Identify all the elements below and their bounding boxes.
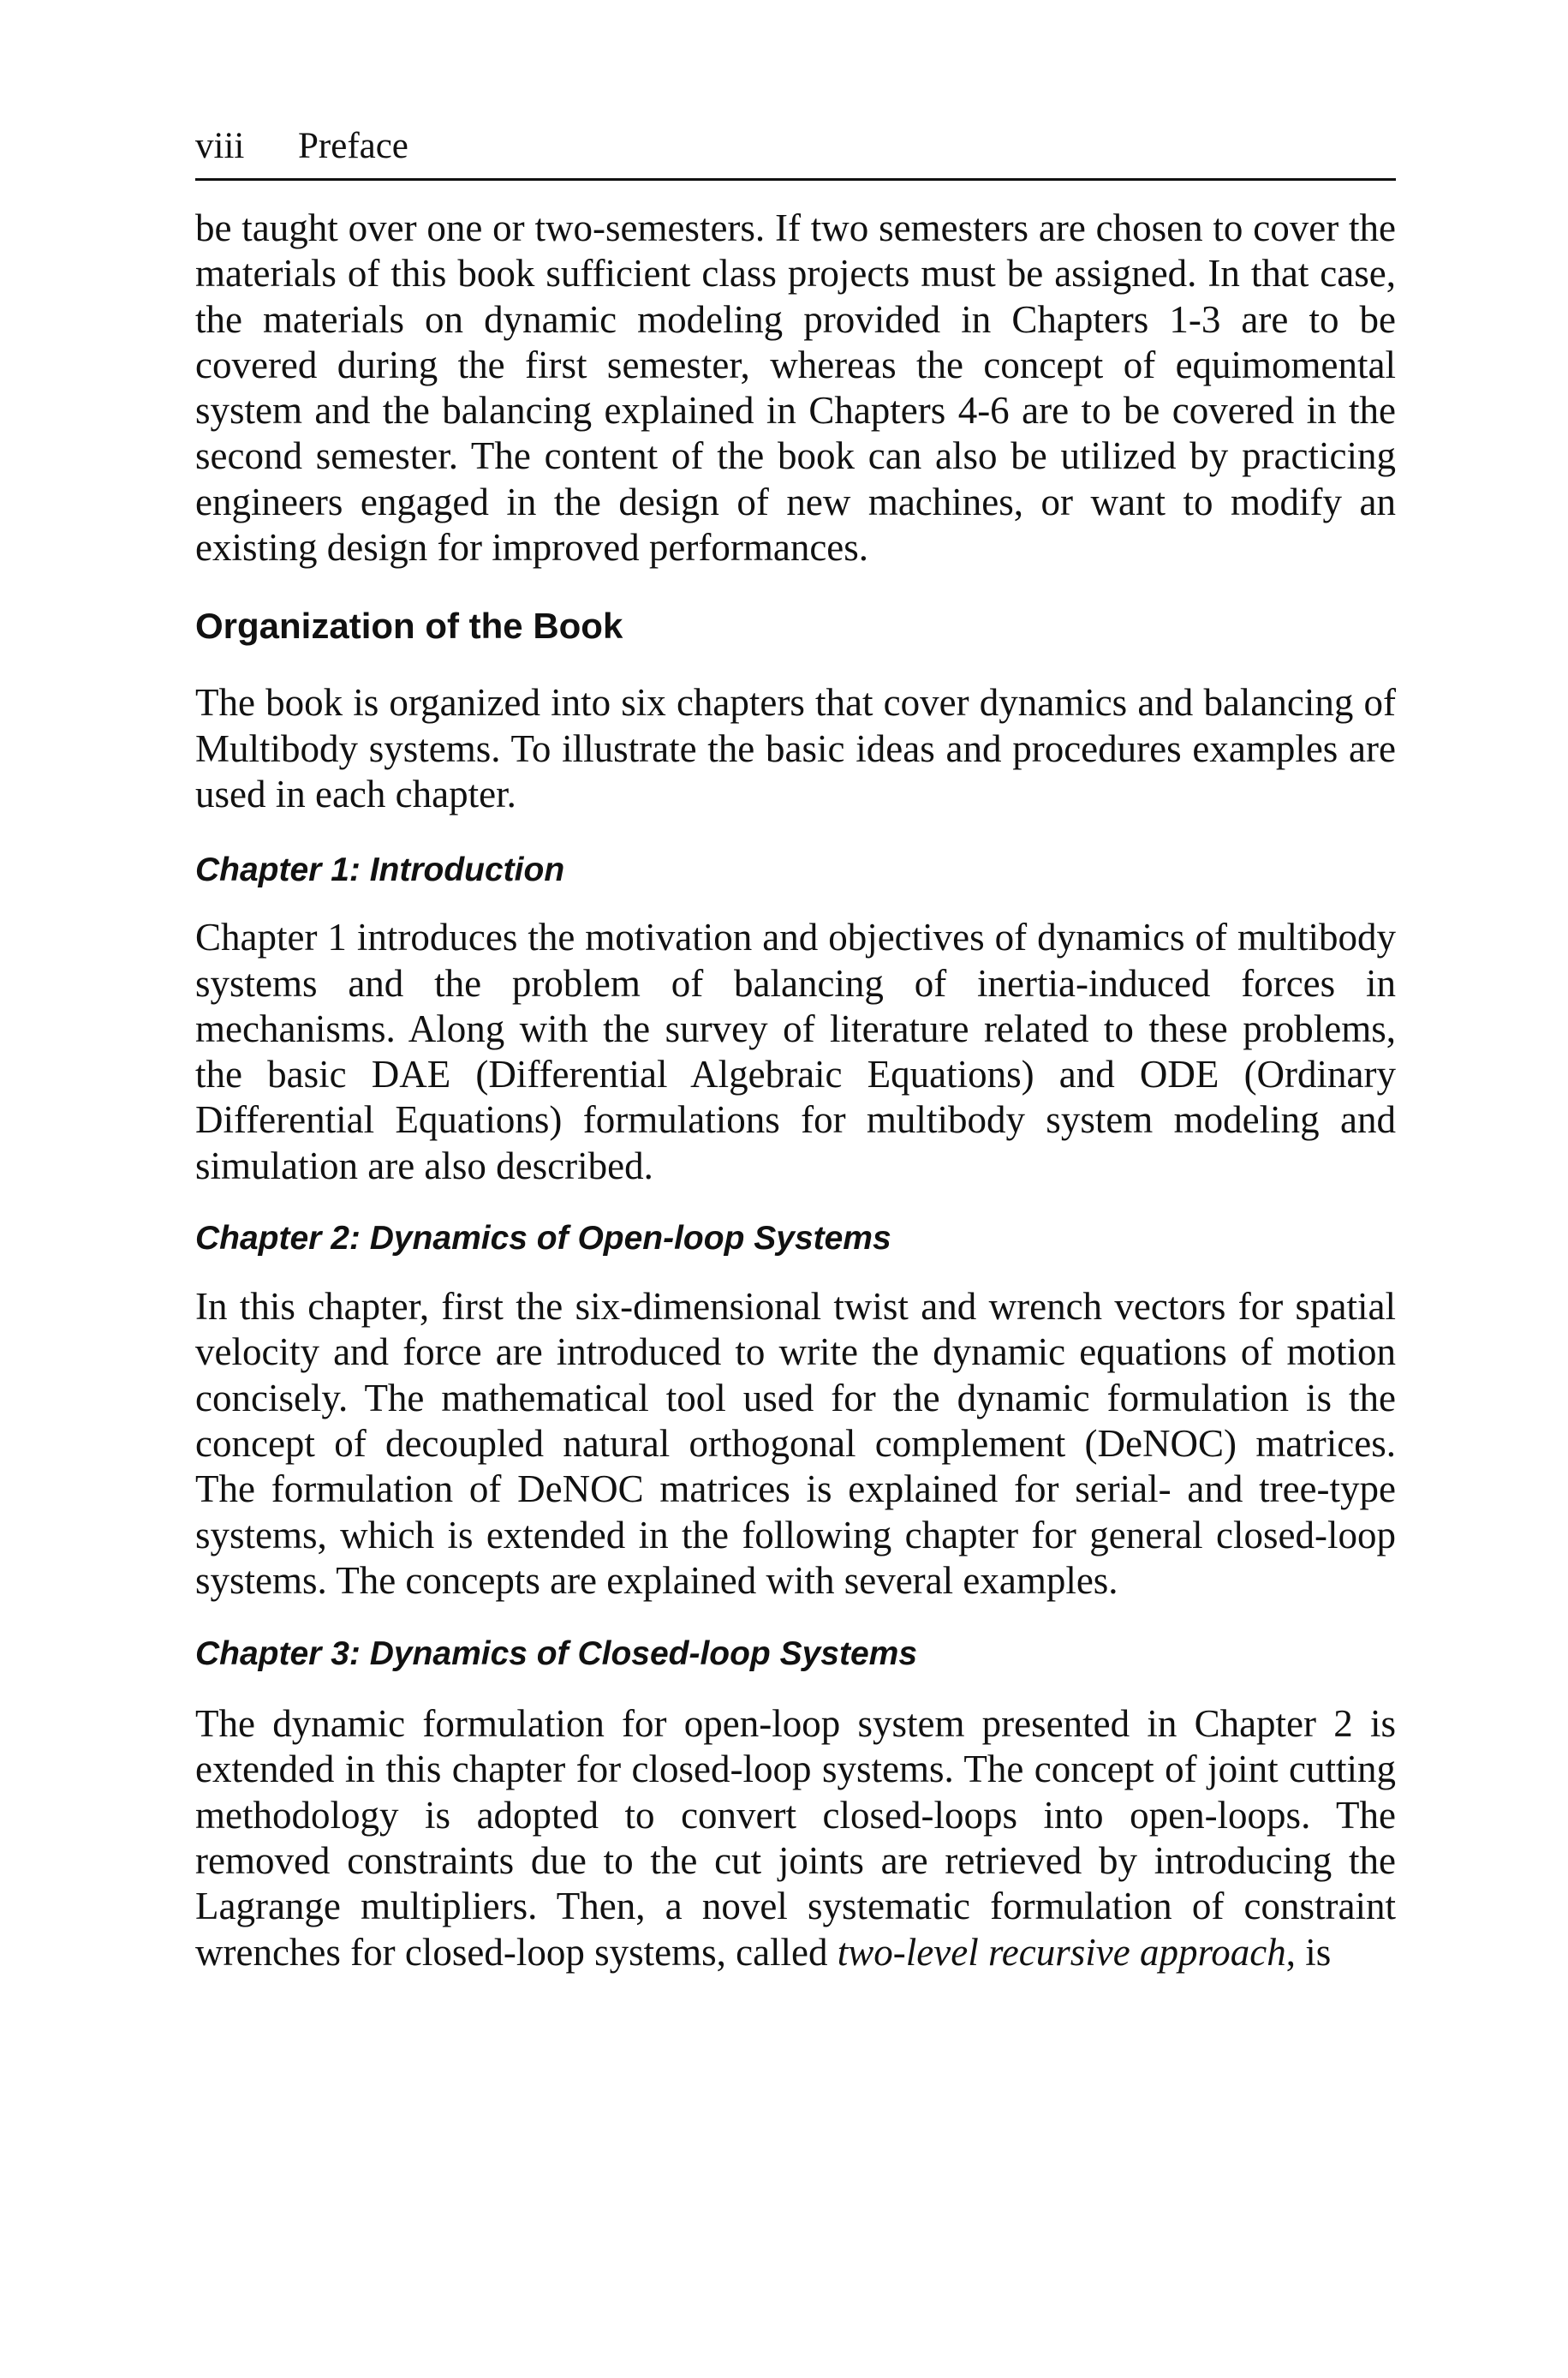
- chapter-1-paragraph: Chapter 1 introduces the motivation and objectives of dynamics of multibody systems and the problem of balancing of inertia-induced forces in mechanisms. Along with the survey of literature related to these problems, the basic DAE (Differential Algebraic Equations) and ODE (Ordinary Differential Equations) formulations for multibody system modeling and simulation are also described.: [195, 916, 1396, 1187]
- organization-paragraph: The book is organized into six chapters that cover dynamics and balancing of Multibody systems. To illustrate the basic ideas and procedures examples are used in each chapter.: [195, 681, 1396, 816]
- running-head-title: Preface: [298, 126, 408, 166]
- chapter-3-paragraph: [195, 1701, 1396, 1975]
- organization-heading: Organization of the Book: [195, 606, 623, 647]
- chapter-3-text: The dynamic formulation for open-loop system presented in Chapter 2 is extended in this chapter for closed-loop systems. The concept of joint cutting methodology is adopted to convert closed-loops into open-loops. The removed constraints due to the cut joints are retrieved by introducing the Lagrange multipliers. Then, a novel systematic formulation of constraint wrenches for closed-loop systems, called: [195, 1702, 1396, 1974]
- chapter-2-paragraph: In this chapter, first the six-dimensional twist and wrench vectors for spatial velocity and force are introduced to write the dynamic equations of motion concisely. The mathematical tool used for the dynamic formulation is the concept of decoupled natural orthogonal complement (DeNOC) matrices. The formulation of DeNOC matrices is explained for serial- and tree-type systems, which is extended in the following chapter for general closed-loop systems. The concepts are explained with several examples.: [195, 1285, 1396, 1602]
- chapter-2-heading: Chapter 2: Dynamics of Open-loop Systems: [195, 1220, 891, 1258]
- page-number: viii: [195, 126, 245, 166]
- chapter-3-heading: Chapter 3: Dynamics of Closed-loop Systems: [195, 1635, 918, 1673]
- intro-paragraph: be taught over one or two-semesters. If two semesters are chosen to cover the materials of this book sufficient class projects must be assigned. In that case, the materials on dynamic modeling provided in Chapters 1-3 are to be covered during the first semester, whereas the concept of equimomental system and the balancing explained in Chapters 4-6 are to be covered in the second semester. The content of the book can also be utilized by practicing engineers engaged in the design of new machines, or want to modify an existing design for improved performances.: [195, 206, 1396, 570]
- book-page: [195, 120, 1396, 1975]
- chapter-3-term: two-level recursive approach: [837, 1930, 1286, 1974]
- chapter-1-heading: Chapter 1: Introduction: [195, 851, 565, 889]
- running-head: [195, 120, 1396, 181]
- chapter-3-text-end: , is: [1285, 1930, 1332, 1974]
